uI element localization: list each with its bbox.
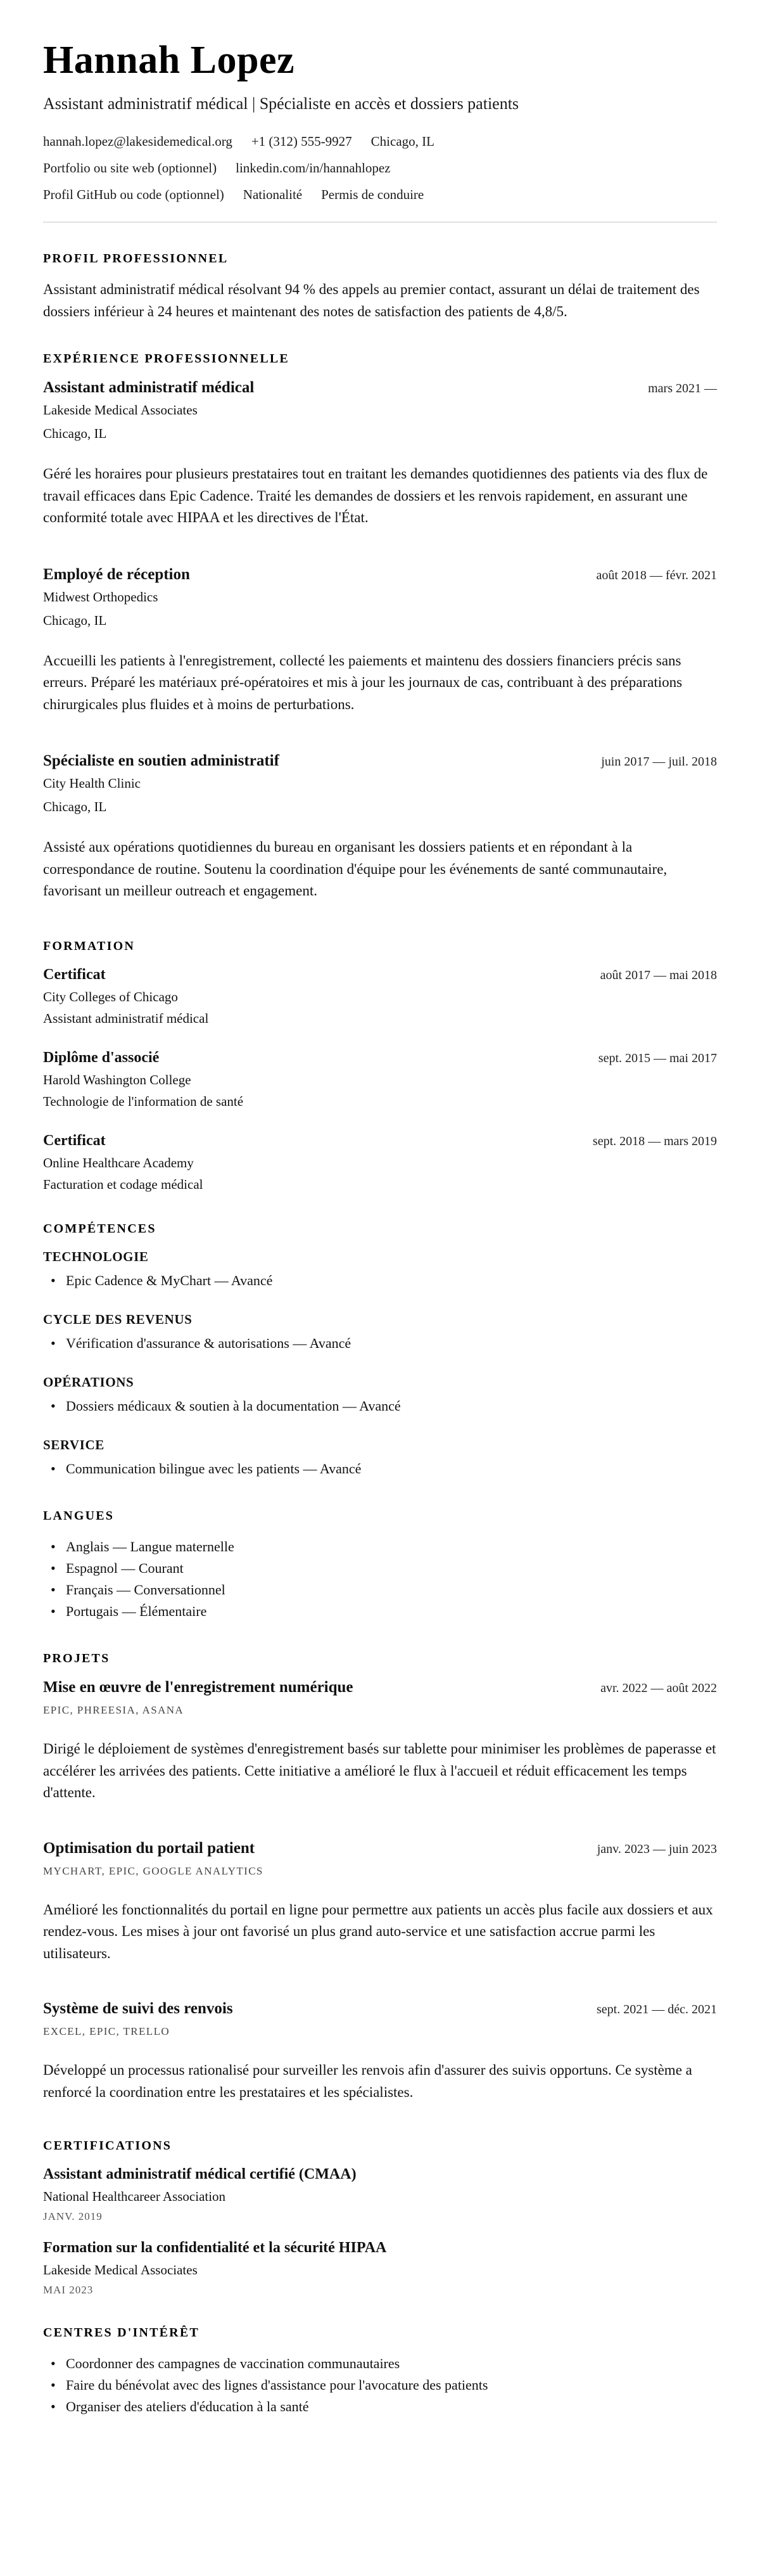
skill-category: CYCLE DES REVENUS [43,1311,193,1327]
education-header [43,1049,717,1067]
linkedin-text: linkedin.com/in/hannahlopez [236,160,391,176]
languages-heading: LANGUES [43,1508,115,1523]
project-title: Système de suivi des renvois [43,2000,233,2018]
job-entry [43,752,717,902]
section-profile [43,252,717,323]
project-header [43,2000,717,2018]
job-title: Employé de réception [43,565,190,583]
education-school: Harold Washington College [43,1072,191,1087]
skill-list [43,1333,717,1354]
education-header [43,1132,717,1150]
certification-date: MAI 2023 [43,2284,94,2297]
skill-category: SERVICE [43,1437,104,1452]
language-item: • Portugais — Élémentaire [49,1601,717,1622]
email-text: hannah.lopez@lakesidemedical.org [43,134,232,149]
project-entry [43,1679,717,1804]
project-description: Développé un processus rationalisé pour surveiller les renvois afin d'assurer des suivis opportuns. Ce système a renforcé la coordination entre les prestataires et les spécialistes. [43,2062,692,2100]
skills-heading: COMPÉTENCES [43,1221,156,1236]
headline: Assistant administratif médical | Spécialiste en accès et dossiers patients [43,94,519,113]
project-entry [43,1840,717,1965]
job-description: Géré les horaires pour plusieurs prestataires tout en traitant les demandes quotidiennes des patients via des flux de travail efficaces dans Epic Cadence. Traité les demandes de dossiers et les renvois rapidement, en assurant une conformité totale avec HIPAA et les directives de l'État. [43,466,708,525]
interest-item: • Coordonner des campagnes de vaccination communautaires [49,2353,717,2374]
certification-entry [43,2240,717,2297]
project-dates: avr. 2022 — août 2022 [600,1681,717,1696]
language-item: • Espagnol — Courant [49,1558,717,1579]
skill-list [43,1458,717,1480]
certification-entry [43,2166,717,2223]
job-header [43,566,717,584]
contact-row-3 [43,187,717,203]
project-title: Mise en œuvre de l'enregistrement numérique [43,1679,353,1696]
skill-category: OPÉRATIONS [43,1374,134,1390]
section-education [43,939,717,1193]
skill-list [43,1270,717,1291]
project-dates: janv. 2023 — juin 2023 [597,1842,717,1856]
project-stack: MYCHART, EPIC, GOOGLE ANALYTICS [43,1864,263,1877]
skill-group [43,1312,717,1354]
interests-heading: CENTRES D'INTÉRÊT [43,2326,200,2340]
project-description: Dirigé le déploiement de systèmes d'enregistrement basés sur tablette pour minimiser les problèmes de paperasse et accélérer les arrivées des patients. Cette initiative a amélioré le flux à l'accueil et réduit efficacement les temps d'attente. [43,1741,716,1801]
job-entry [43,379,717,529]
education-title: Diplôme d'associé [43,1049,160,1066]
section-projects [43,1651,717,2103]
project-header [43,1840,717,1857]
job-company: City Health Clinic [43,776,141,791]
skill-list [43,1395,717,1417]
location-text: Chicago, IL [370,134,434,149]
education-program: Assistant administratif médical [43,1010,209,1026]
section-certifications [43,2139,717,2297]
job-description: Assisté aux opérations quotidiennes du bureau en organisant les dossiers patients et en répondant à la correspondance de routine. Soutenu la coordination d'équipe pour les événements de santé communautaire, favorisant un meilleur outreach et engagement. [43,839,668,899]
job-dates: juin 2017 — juil. 2018 [601,755,717,769]
interest-item: • Faire du bénévolat avec des lignes d'assistance pour l'avocature des patients [49,2374,717,2396]
certification-date: JANV. 2019 [43,2210,103,2223]
job-location: Chicago, IL [43,426,107,441]
skill-item: • Dossiers médicaux & soutien à la documentation — Avancé [49,1395,717,1417]
education-program: Facturation et codage médical [43,1176,203,1192]
skill-group [43,1249,717,1291]
driving-license-text: Permis de conduire [321,187,424,202]
education-title: Certificat [43,1132,106,1149]
github-placeholder-text: Profil GitHub ou code (optionnel) [43,187,224,202]
section-skills [43,1222,717,1480]
job-dates: août 2018 — févr. 2021 [596,568,717,582]
certification-org: National Healthcareer Association [43,2189,226,2205]
education-entry [43,966,717,1027]
education-dates: sept. 2015 — mai 2017 [598,1051,717,1065]
education-dates: août 2017 — mai 2018 [600,968,717,982]
skill-group [43,1437,717,1480]
projects-heading: PROJETS [43,1651,110,1666]
certification-title: Formation sur la confidentialité et la sécurité HIPAA [43,2240,387,2257]
job-location: Chicago, IL [43,799,107,814]
job-header [43,379,717,397]
project-stack: EXCEL, EPIC, TRELLO [43,2025,170,2038]
skill-item: • Epic Cadence & MyChart — Avancé [49,1270,717,1291]
language-item: • Français — Conversationnel [49,1579,717,1601]
profile-heading: PROFIL PROFESSIONNEL [43,252,229,266]
certification-org: Lakeside Medical Associates [43,2262,198,2278]
language-item: • Anglais — Langue maternelle [49,1536,717,1558]
education-entry [43,1049,717,1110]
job-title: Assistant administratif médical [43,379,255,396]
project-stack: EPIC, PHREESIA, ASANA [43,1704,184,1717]
project-title: Optimisation du portail patient [43,1839,255,1857]
project-entry [43,2000,717,2103]
language-list [43,1536,717,1622]
profile-summary: Assistant administratif médical résolvant 94 % des appels au premier contact, assurant un délai de traitement des dossiers inférieur à 24 heures et maintenant des notes de satisfaction des patients de 4,8/5. [43,281,700,319]
certifications-heading: CERTIFICATIONS [43,2139,172,2153]
education-entry [43,1132,717,1193]
education-title: Certificat [43,966,106,983]
skill-item: • Communication bilingue avec les patients — Avancé [49,1458,717,1480]
education-dates: sept. 2018 — mars 2019 [592,1134,717,1148]
project-dates: sept. 2021 — déc. 2021 [597,2002,717,2017]
section-interests [43,2326,717,2418]
education-school: Online Healthcare Academy [43,1155,194,1170]
person-name: Hannah Lopez [43,39,295,82]
job-description: Accueilli les patients à l'enregistrement, collecté les paiements et maintenu des dossiers financiers précis sans erreurs. Préparé les matériaux pré-opératoires et mis à jour les journaux de cas, contribuant à des préparations chirurgicales plus fluides et à moins de perturbations. [43,652,683,712]
contact-row-2 [43,160,717,176]
resume-header [43,38,717,203]
job-title: Spécialiste en soutien administratif [43,752,279,769]
experience-heading: EXPÉRIENCE PROFESSIONNELLE [43,352,289,366]
nationality-text: Nationalité [243,187,303,202]
job-company: Lakeside Medical Associates [43,402,198,418]
interest-item: • Organiser des ateliers d'éducation à la santé [49,2396,717,2418]
section-languages [43,1509,717,1622]
job-entry [43,566,717,716]
skill-category: TECHNOLOGIE [43,1248,149,1264]
phone-text: +1 (312) 555-9927 [251,134,352,149]
project-description: Amélioré les fonctionnalités du portail en ligne pour permettre aux patients un accès plus facile aux dossiers et aux rendez-vous. Les mises à jour ont favorisé un plus grand auto-service et une satisfaction accrue parmi les utilisateurs. [43,1901,713,1961]
job-company: Midwest Orthopedics [43,589,158,605]
skill-group [43,1375,717,1417]
section-experience [43,352,717,902]
education-heading: FORMATION [43,939,135,953]
job-header [43,752,717,770]
education-program: Technologie de l'information de santé [43,1093,244,1109]
contact-row-1 [43,134,717,150]
job-location: Chicago, IL [43,612,107,628]
project-header [43,1679,717,1696]
portfolio-placeholder-text: Portfolio ou site web (optionnel) [43,160,217,176]
education-school: City Colleges of Chicago [43,989,178,1004]
certification-title: Assistant administratif médical certifié (CMAA) [43,2166,357,2183]
job-dates: mars 2021 — [648,381,717,395]
interest-list [43,2353,717,2418]
skill-item: • Vérification d'assurance & autorisations — Avancé [49,1333,717,1354]
education-header [43,966,717,984]
